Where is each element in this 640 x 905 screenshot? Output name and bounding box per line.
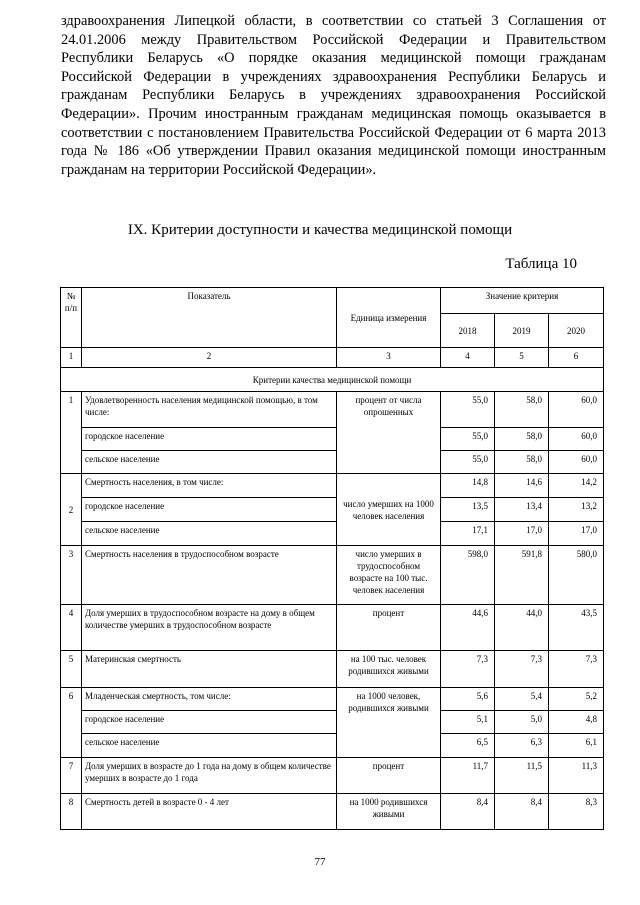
header-year: 2020 (549, 314, 604, 348)
value-cell: 13,5 (441, 498, 495, 522)
unit-cell: число умерших на 1000 человек населения (337, 474, 441, 546)
unit-cell: число умерших в трудоспособном возрасте на 100 тыс. человек населения (337, 546, 441, 605)
indicator-cell: Младенческая смертность, том числе: (82, 688, 337, 711)
value-cell: 7,3 (495, 651, 549, 688)
value-cell: 591,8 (495, 546, 549, 605)
value-cell: 5,0 (495, 711, 549, 734)
row-number: 3 (61, 546, 82, 605)
value-cell: 7,3 (549, 651, 604, 688)
value-cell: 6,3 (495, 734, 549, 758)
value-cell: 11,7 (441, 758, 495, 794)
indicator-cell: Смертность детей в возрасте 0 - 4 лет (82, 794, 337, 830)
unit-cell: на 100 тыс. человек родившихся живыми (337, 651, 441, 688)
row-number: 2 (61, 474, 82, 546)
indicator-cell: Доля умерших в трудоспособном возрасте на дому в общем количестве умерших в трудоспособном возрасте (82, 605, 337, 651)
unit-cell: процент от числа опрошенных (337, 392, 441, 474)
header-unit: Единица измерения (337, 288, 441, 348)
table-label: Таблица 10 (505, 256, 577, 272)
indicator-cell: городское население (82, 498, 337, 522)
value-cell: 13,2 (549, 498, 604, 522)
value-cell: 598,0 (441, 546, 495, 605)
value-cell: 58,0 (495, 428, 549, 451)
value-cell: 17,0 (495, 522, 549, 546)
section-row: Критерии качества медицинской помощи (61, 368, 604, 392)
value-cell: 8,4 (495, 794, 549, 830)
indicator-cell: сельское население (82, 734, 337, 758)
value-cell: 17,0 (549, 522, 604, 546)
value-cell: 13,4 (495, 498, 549, 522)
indicator-cell: Удовлетворенность населения медицинской помощью, в том числе: (82, 392, 337, 428)
indicator-cell: Смертность населения в трудоспособном возрасте (82, 546, 337, 605)
indicator-cell: городское население (82, 428, 337, 451)
value-cell: 580,0 (549, 546, 604, 605)
header-year: 2019 (495, 314, 549, 348)
indicator-cell: сельское население (82, 522, 337, 546)
intro-paragraph: здравоохранения Липецкой области, в соответствии со статьей 3 Соглашения от 24.01.2006 между Правительством Российской Федерации и Правительством Республики Беларусь «О порядке оказания медицинской помощи гражданам Российской Федерации в учреждениях здравоохранения Республики Беларусь и гражданам Республики Беларусь в учреждениях здравоохранения Российской Федерации». Прочим иностранным гражданам медицинская помощь оказывается в соответствии с постановлением Правительства Российской Федерации от 6 марта 2013 года № 186 «Об утверждении Правил оказания медицинской помощи иностранным гражданам на территории Российской Федерации». (61, 13, 606, 178)
value-cell: 6,5 (441, 734, 495, 758)
value-cell: 44,0 (495, 605, 549, 651)
indicator-cell: городское население (82, 711, 337, 734)
column-number: 2 (82, 348, 337, 368)
value-cell: 7,3 (441, 651, 495, 688)
value-cell: 60,0 (549, 392, 604, 428)
row-number: 4 (61, 605, 82, 651)
indicator-cell: сельское население (82, 451, 337, 474)
column-number: 6 (549, 348, 604, 368)
value-cell: 11,3 (549, 758, 604, 794)
value-cell: 55,0 (441, 428, 495, 451)
page-number: 77 (314, 856, 326, 868)
value-cell: 60,0 (549, 428, 604, 451)
value-cell: 58,0 (495, 392, 549, 428)
value-cell: 60,0 (549, 451, 604, 474)
unit-cell: на 1000 человек, родившихся живыми (337, 688, 441, 758)
header-num: № п/п (61, 288, 82, 348)
value-cell: 14,8 (441, 474, 495, 498)
criteria-table (60, 287, 604, 830)
value-cell: 5,6 (441, 688, 495, 711)
indicator-cell: Доля умерших в возрасте до 1 года на дому в общем количестве умерших в возрасте до 1 года (82, 758, 337, 794)
row-number: 7 (61, 758, 82, 794)
row-number: 1 (61, 392, 82, 474)
value-cell: 14,2 (549, 474, 604, 498)
header-value: Значение критерия (441, 288, 604, 314)
unit-cell: процент (337, 758, 441, 794)
unit-cell: процент (337, 605, 441, 651)
indicator-cell: Смертность населения, в том числе: (82, 474, 337, 498)
value-cell: 5,4 (495, 688, 549, 711)
value-cell: 11,5 (495, 758, 549, 794)
unit-cell: на 1000 родившихся живыми (337, 794, 441, 830)
value-cell: 17,1 (441, 522, 495, 546)
section-title: IX. Критерии доступности и качества медицинской помощи (127, 222, 513, 238)
column-number: 4 (441, 348, 495, 368)
row-number: 5 (61, 651, 82, 688)
column-number: 5 (495, 348, 549, 368)
value-cell: 8,4 (441, 794, 495, 830)
value-cell: 8,3 (549, 794, 604, 830)
header-year: 2018 (441, 314, 495, 348)
header-indicator: Показатель (82, 288, 337, 348)
value-cell: 55,0 (441, 392, 495, 428)
value-cell: 5,2 (549, 688, 604, 711)
column-number: 3 (337, 348, 441, 368)
value-cell: 4,8 (549, 711, 604, 734)
indicator-cell: Материнская смертность (82, 651, 337, 688)
column-number: 1 (61, 348, 82, 368)
value-cell: 55,0 (441, 451, 495, 474)
value-cell: 6,1 (549, 734, 604, 758)
value-cell: 44,6 (441, 605, 495, 651)
row-number: 8 (61, 794, 82, 830)
value-cell: 43,5 (549, 605, 604, 651)
row-number: 6 (61, 688, 82, 758)
value-cell: 58,0 (495, 451, 549, 474)
value-cell: 5,1 (441, 711, 495, 734)
value-cell: 14,6 (495, 474, 549, 498)
